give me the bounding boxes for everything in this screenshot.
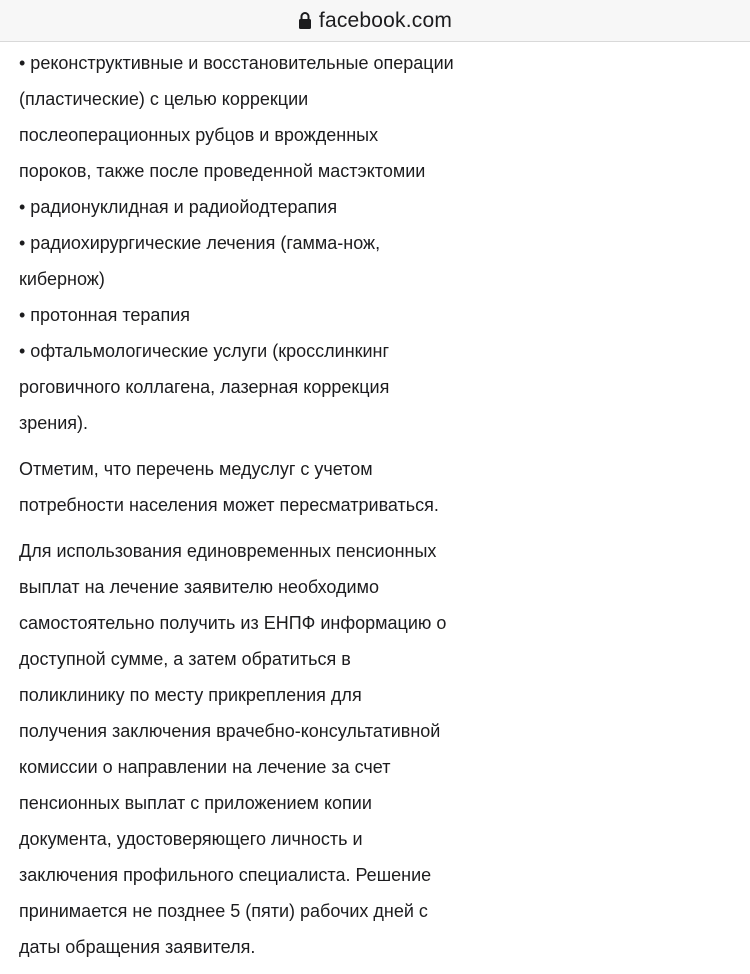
paragraph-gap — [19, 523, 734, 533]
url-display[interactable] — [298, 9, 452, 33]
list-line: кибернож) — [19, 269, 105, 289]
paragraph-line: заключения профильного специалиста. Решение — [19, 865, 432, 885]
paragraph-line: Отметим, что перечень медуслуг с учетом — [19, 459, 373, 479]
paragraph-line: выплат на лечение заявителю необходимо — [19, 577, 379, 597]
list-line: • радиохирургические лечения (гамма-нож, — [19, 233, 381, 253]
paragraph-line: документа, удостоверяющего личность и — [19, 829, 363, 849]
list-line: • протонная терапия — [19, 305, 190, 325]
list-line: пороков, также после проведенной мастэктомии — [19, 161, 426, 181]
paragraph-line: комиссии о направлении на лечение за счет — [19, 757, 391, 777]
list-line: • реконструктивные и восстановительные операции — [19, 53, 454, 73]
paragraph-line: доступной сумме, а затем обратиться в — [19, 649, 351, 669]
list-line: послеоперационных рубцов и врожденных — [19, 125, 379, 145]
address-bar[interactable] — [0, 0, 750, 42]
paragraph-line: Для использования единовременных пенсионных — [19, 541, 437, 561]
paragraph-line: потребности населения может пересматриваться. — [19, 495, 439, 515]
list-line: • офтальмологические услуги (кросслинкинг — [19, 341, 390, 361]
paragraph-gap — [19, 441, 734, 451]
lock-icon — [298, 11, 312, 29]
services-list — [19, 45, 734, 441]
paragraph-line: поликлинику по месту прикрепления для — [19, 685, 362, 705]
list-line: роговичного коллагена, лазерная коррекция — [19, 377, 390, 397]
list-line: зрения). — [19, 413, 89, 433]
paragraph-line: даты обращения заявителя. — [19, 937, 256, 957]
domain-label: facebook.com — [318, 8, 453, 32]
list-line: (пластические) с целью коррекции — [19, 89, 309, 109]
paragraph-line: получения заключения врачебно-консультативной — [19, 721, 441, 741]
paragraph-line: самостоятельно получить из ЕНПФ информацию о — [19, 613, 447, 633]
paragraph-line: пенсионных выплат с приложением копии — [19, 793, 372, 813]
note-paragraph — [19, 451, 734, 523]
paragraph-line: принимается не позднее 5 (пяти) рабочих дней с — [19, 901, 428, 921]
post-text — [19, 45, 734, 965]
list-line: • радионуклидная и радиойодтерапия — [19, 197, 338, 217]
procedure-paragraph — [19, 533, 734, 965]
